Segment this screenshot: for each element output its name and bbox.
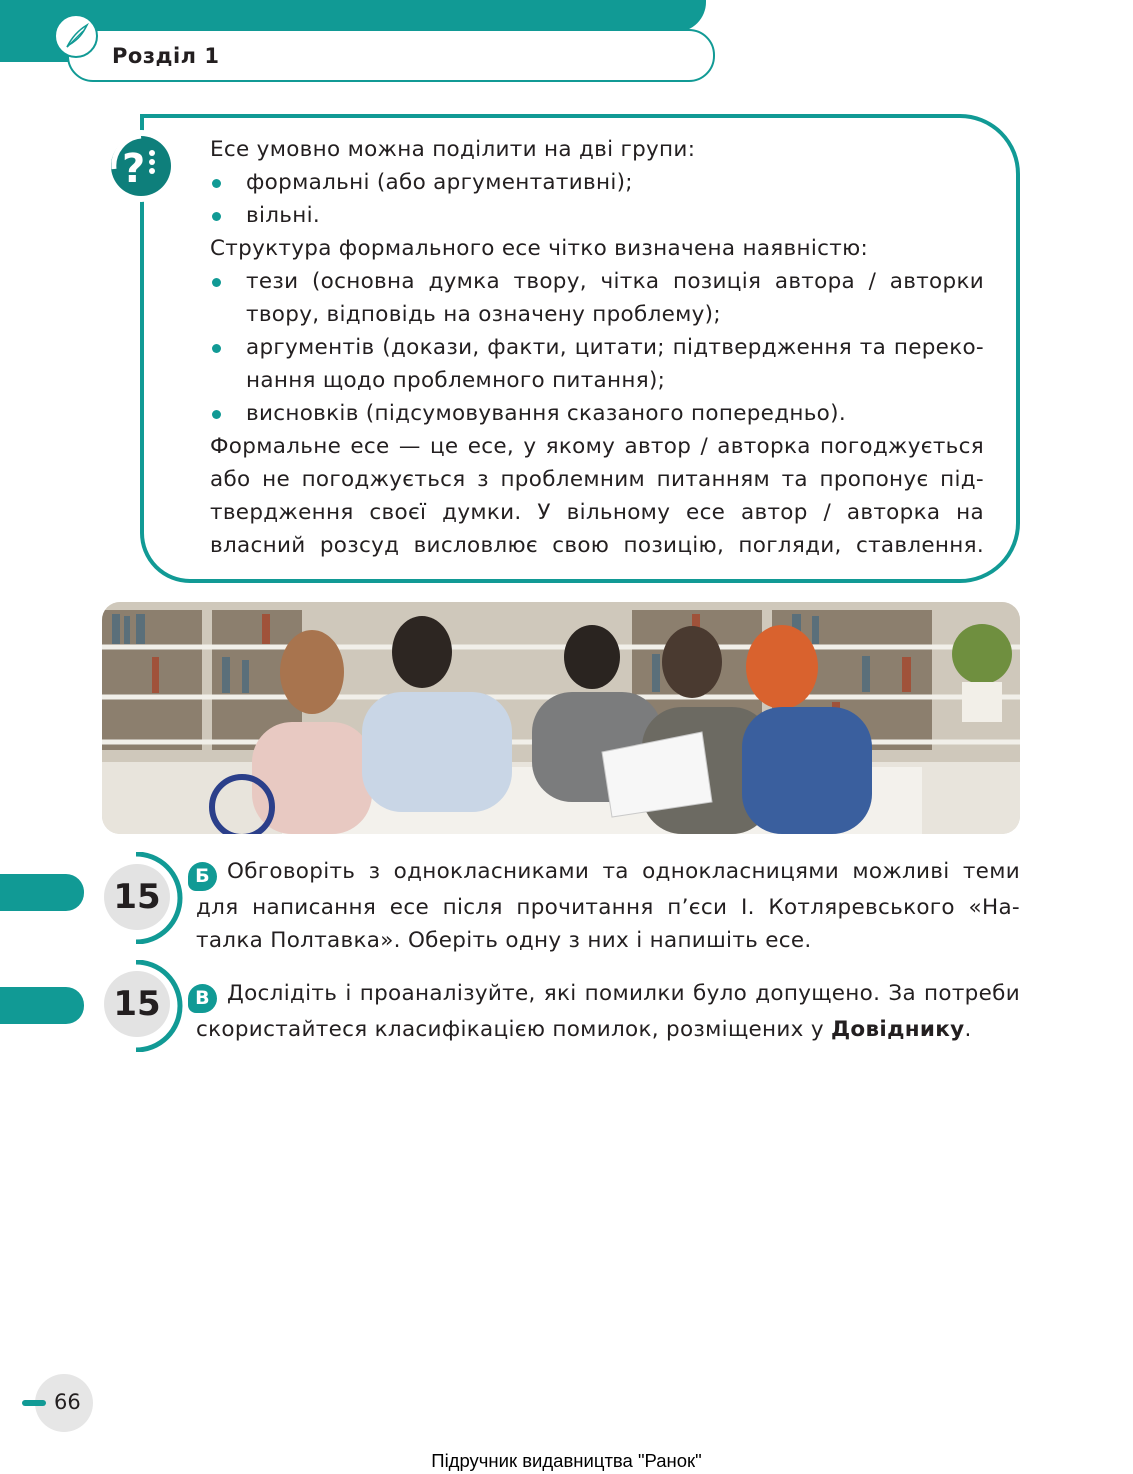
info-line: Структура формального есе чітко визначена наявністю: <box>210 236 869 261</box>
task-text <box>196 855 1020 957</box>
task-letter-badge: В <box>188 984 217 1013</box>
task-line: Обговоріть з однокласниками та однокласницями можливі теми <box>227 859 1020 884</box>
info-text <box>210 133 984 562</box>
task-line: талка Полтавка». Оберіть одну з них і напишіть есе. <box>196 928 812 953</box>
task-line: скористайтеся класифікацією помилок, розміщених у <box>196 1017 831 1042</box>
task-line: Дослідіть і проаналізуйте, які помилки було допущено. За потреби <box>227 981 1020 1006</box>
handbook-reference: Довіднику <box>830 1017 965 1042</box>
question-mark-icon <box>100 127 178 205</box>
section-label: Розділ 1 <box>112 44 220 68</box>
page-dash <box>22 1400 46 1406</box>
bullet-continuation: твору, відповідь на означену проблему); <box>246 302 721 327</box>
task-tab <box>0 874 84 911</box>
svg-text:?: ? <box>122 146 146 192</box>
publisher-footer: Підручник видавництва "Ранок" <box>431 1450 702 1471</box>
page-number: 66 <box>54 1390 81 1414</box>
bullet-item: висновків (підсумовування сказаного попередньо). <box>210 397 984 430</box>
info-line: або не погоджується з проблемним питанням та пропонує під- <box>210 467 984 492</box>
students-in-library-photo <box>102 602 1020 834</box>
task-text <box>196 977 1020 1046</box>
info-line: твердження своєї думки. У вільному есе автор / авторка на <box>210 500 984 525</box>
bullet-item: формальні (або аргументативні); <box>210 166 984 199</box>
task-letter-badge: Б <box>188 862 217 891</box>
bullet-item: тези (основна думка твору, чітка позиція автора / авторки <box>210 265 984 298</box>
task-number: 15 <box>104 971 170 1037</box>
task-punctuation: . <box>964 1017 972 1042</box>
bullet-item: вільні. <box>210 199 984 232</box>
task-line: для написання есе після прочитання п’єси І. Котляревського «На- <box>196 895 1020 920</box>
feather-icon <box>54 14 98 58</box>
task-number: 15 <box>104 864 170 930</box>
info-line: Формальне есе — це есе, у якому автор / авторка погоджується <box>210 434 984 459</box>
task-tab <box>0 987 84 1024</box>
info-line: Есе умовно можна поділити на дві групи: <box>210 137 696 162</box>
header-bar <box>0 0 706 32</box>
bullet-item: аргументів (докази, факти, цитати; підтвердження та переко- <box>210 331 984 364</box>
bullet-continuation: нання щодо проблемного питання); <box>246 368 666 393</box>
info-line: власний розсуд висловлює свою позицію, погляди, ставлення. <box>210 533 984 558</box>
